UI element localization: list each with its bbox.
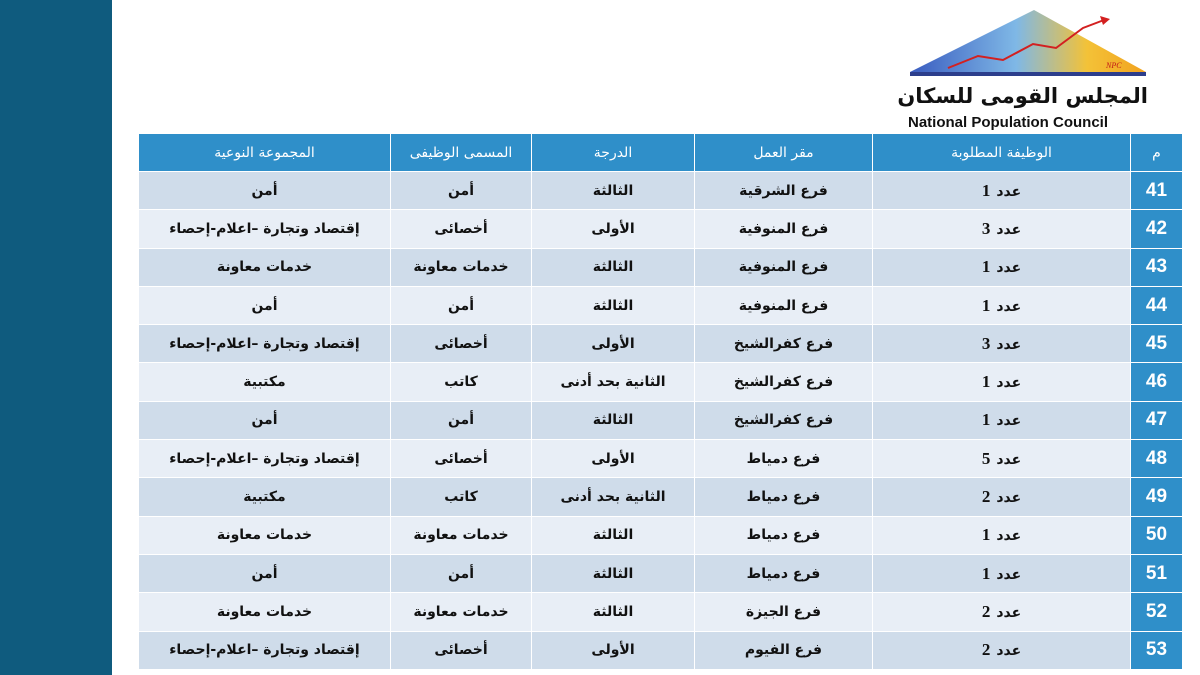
- job-title: كاتب: [391, 363, 532, 401]
- header-num: م: [1131, 134, 1183, 172]
- required-number: 1: [981, 410, 991, 430]
- work-location: فرع دمياط: [695, 554, 873, 592]
- required-count: [873, 440, 1131, 478]
- table-row: [139, 440, 1183, 478]
- work-location: فرع كفرالشيخ: [695, 401, 873, 439]
- table-row: [139, 210, 1183, 248]
- row-number: 42: [1131, 210, 1183, 248]
- job-title: أخصائى: [391, 325, 532, 363]
- required-number: 1: [981, 563, 991, 583]
- job-group: إقتصاد وتجارة –اعلام-إحصاء: [139, 210, 391, 248]
- grade: الثالثة: [532, 248, 695, 286]
- work-location: فرع كفرالشيخ: [695, 363, 873, 401]
- job-title: أخصائى: [391, 210, 532, 248]
- grade: الثانية بحد أدنى: [532, 363, 695, 401]
- job-title: أمن: [391, 401, 532, 439]
- required-number: 2: [981, 601, 991, 621]
- table-row: [139, 631, 1183, 669]
- job-group: مكتبية: [139, 478, 391, 516]
- job-group: إقتصاد وتجارة –اعلام-إحصاء: [139, 631, 391, 669]
- job-title: خدمات معاونة: [391, 248, 532, 286]
- row-number: 47: [1131, 401, 1183, 439]
- logo-abbr: NPC: [1106, 61, 1122, 70]
- grade: الثالثة: [532, 516, 695, 554]
- row-number: 45: [1131, 325, 1183, 363]
- work-location: فرع دمياط: [695, 440, 873, 478]
- work-location: فرع المنوفية: [695, 286, 873, 324]
- job-group: أمن: [139, 286, 391, 324]
- job-group: أمن: [139, 401, 391, 439]
- job-title: أخصائى: [391, 631, 532, 669]
- grade: الثالثة: [532, 554, 695, 592]
- header-group: المجموعة النوعية: [139, 134, 391, 172]
- left-sidebar-band: [0, 0, 112, 675]
- row-number: 41: [1131, 172, 1183, 210]
- grade: الثالثة: [532, 593, 695, 631]
- table-header-row: [139, 134, 1183, 172]
- row-number: 48: [1131, 440, 1183, 478]
- job-title: أخصائى: [391, 440, 532, 478]
- table-row: [139, 325, 1183, 363]
- grade: الأولى: [532, 325, 695, 363]
- row-number: 49: [1131, 478, 1183, 516]
- row-number: 52: [1131, 593, 1183, 631]
- required-number: 2: [981, 640, 991, 660]
- table-row: [139, 248, 1183, 286]
- required-word: عدد: [996, 528, 1022, 545]
- table-row: [139, 172, 1183, 210]
- npc-logo: [897, 6, 1170, 134]
- required-count: [873, 363, 1131, 401]
- grade: الأولى: [532, 210, 695, 248]
- logo-arabic-name: المجلس القومى للسكان: [897, 84, 1148, 108]
- required-count: [873, 593, 1131, 631]
- required-word: عدد: [996, 375, 1022, 392]
- job-title: أمن: [391, 554, 532, 592]
- required-number: 1: [981, 525, 991, 545]
- table-row: [139, 401, 1183, 439]
- table-row: [139, 516, 1183, 554]
- logo-english-name: National Population Council: [908, 114, 1108, 131]
- grade: الثالثة: [532, 172, 695, 210]
- required-word: عدد: [996, 336, 1022, 353]
- row-number: 53: [1131, 631, 1183, 669]
- required-word: عدد: [996, 643, 1022, 660]
- work-location: فرع الجيزة: [695, 593, 873, 631]
- table-row: [139, 363, 1183, 401]
- header-title: المسمى الوظيفى: [391, 134, 532, 172]
- job-group: إقتصاد وتجارة –اعلام-إحصاء: [139, 440, 391, 478]
- header-grade: الدرجة: [532, 134, 695, 172]
- job-group: خدمات معاونة: [139, 516, 391, 554]
- job-group: خدمات معاونة: [139, 593, 391, 631]
- required-count: [873, 631, 1131, 669]
- required-number: 3: [981, 218, 991, 238]
- job-group: إقتصاد وتجارة –اعلام-إحصاء: [139, 325, 391, 363]
- work-location: فرع الشرقية: [695, 172, 873, 210]
- row-number: 46: [1131, 363, 1183, 401]
- job-group: مكتبية: [139, 363, 391, 401]
- required-count: [873, 210, 1131, 248]
- work-location: فرع المنوفية: [695, 248, 873, 286]
- required-word: عدد: [996, 451, 1022, 468]
- header-location: مقر العمل: [695, 134, 873, 172]
- required-word: عدد: [996, 413, 1022, 430]
- required-number: 1: [981, 372, 991, 392]
- row-number: 50: [1131, 516, 1183, 554]
- table-row: [139, 593, 1183, 631]
- required-number: 1: [981, 180, 991, 200]
- job-group: أمن: [139, 554, 391, 592]
- table-row: [139, 554, 1183, 592]
- required-count: [873, 401, 1131, 439]
- required-number: 1: [981, 295, 991, 315]
- table-row: [139, 286, 1183, 324]
- required-number: 3: [981, 333, 991, 353]
- required-word: عدد: [996, 490, 1022, 507]
- npc-pyramid-logo-icon: [908, 6, 1153, 84]
- required-count: [873, 172, 1131, 210]
- work-location: فرع كفرالشيخ: [695, 325, 873, 363]
- job-group: أمن: [139, 172, 391, 210]
- required-count: [873, 516, 1131, 554]
- table-row: [139, 478, 1183, 516]
- header-job: الوظيفة المطلوبة: [873, 134, 1131, 172]
- required-count: [873, 554, 1131, 592]
- job-title: أمن: [391, 172, 532, 210]
- required-word: عدد: [996, 221, 1022, 238]
- row-number: 51: [1131, 554, 1183, 592]
- required-number: 1: [981, 257, 991, 277]
- job-title: أمن: [391, 286, 532, 324]
- grade: الثالثة: [532, 286, 695, 324]
- required-word: عدد: [996, 298, 1022, 315]
- work-location: فرع دمياط: [695, 478, 873, 516]
- required-count: [873, 325, 1131, 363]
- job-group: خدمات معاونة: [139, 248, 391, 286]
- work-location: فرع الفيوم: [695, 631, 873, 669]
- grade: الثانية بحد أدنى: [532, 478, 695, 516]
- jobs-table: [138, 133, 1183, 670]
- row-number: 43: [1131, 248, 1183, 286]
- required-count: [873, 286, 1131, 324]
- required-word: عدد: [996, 566, 1022, 583]
- required-count: [873, 248, 1131, 286]
- required-word: عدد: [996, 260, 1022, 277]
- required-number: 2: [981, 487, 991, 507]
- required-count: [873, 478, 1131, 516]
- required-word: عدد: [996, 604, 1022, 621]
- job-title: كاتب: [391, 478, 532, 516]
- work-location: فرع المنوفية: [695, 210, 873, 248]
- work-location: فرع دمياط: [695, 516, 873, 554]
- grade: الأولى: [532, 440, 695, 478]
- row-number: 44: [1131, 286, 1183, 324]
- required-word: عدد: [996, 183, 1022, 200]
- grade: الثالثة: [532, 401, 695, 439]
- required-number: 5: [981, 448, 991, 468]
- job-title: خدمات معاونة: [391, 516, 532, 554]
- grade: الأولى: [532, 631, 695, 669]
- job-title: خدمات معاونة: [391, 593, 532, 631]
